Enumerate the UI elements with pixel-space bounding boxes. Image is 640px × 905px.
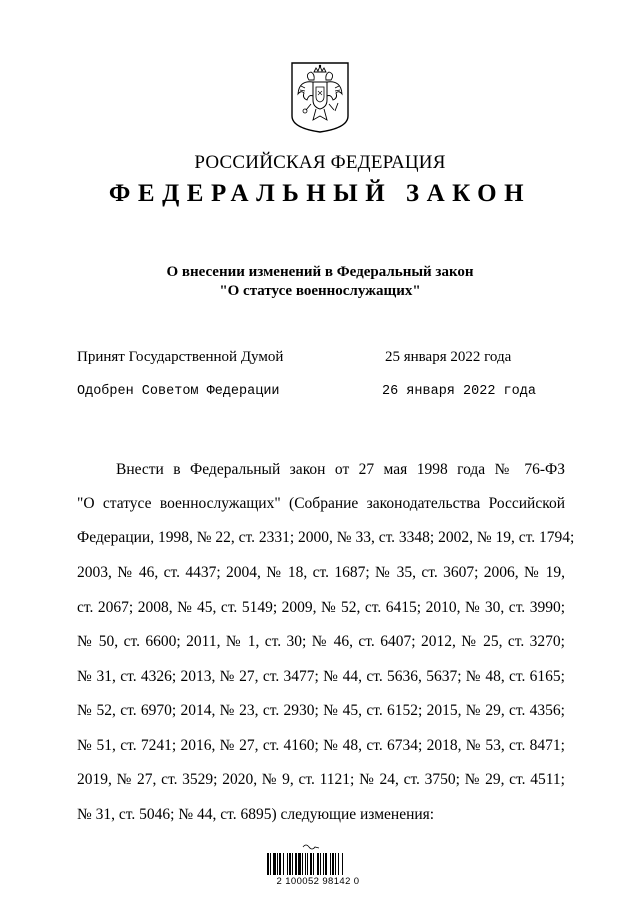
body-line-5: ст. 2067; 2008, № 45, ст. 5149; 2009, № 52, ст. 6415; 2010, № 30, ст. 3990; bbox=[77, 599, 565, 616]
body-line-1: Внести в Федеральный закон от 27 мая 1998 года № 76-ФЗ bbox=[116, 461, 565, 478]
body-line-7: № 31, ст. 4326; 2013, № 27, ст. 3477; № 44, ст. 5636, 5637; № 48, ст. 6165; bbox=[77, 668, 565, 685]
adopted-by-duma-label: Принят Государственной Думой bbox=[77, 349, 284, 365]
coat-of-arms-emblem bbox=[289, 60, 351, 134]
body-line-10: 2019, № 27, ст. 3529; 2020, № 9, ст. 1121; № 24, ст. 3750; № 29, ст. 4511; bbox=[77, 771, 565, 788]
country-name: РОССИЙСКАЯ ФЕДЕРАЦИЯ bbox=[194, 152, 446, 173]
approved-by-council-label: Одобрен Советом Федерации bbox=[77, 384, 280, 399]
body-line-8: № 52, ст. 6970; 2014, № 23, ст. 2930; № 45, ст. 6152; 2015, № 29, ст. 4356; bbox=[77, 702, 565, 719]
adopted-by-duma-date: 25 января 2022 года bbox=[385, 349, 512, 365]
body-line-2: "О статусе военнослужащих" (Собрание законодательства Российской bbox=[77, 495, 565, 512]
approved-by-council-date: 26 января 2022 года bbox=[382, 384, 536, 399]
barcode-number: 2 100052 98142 0 bbox=[276, 876, 360, 887]
subject-line-1: О внесении изменений в Федеральный закон bbox=[166, 264, 474, 280]
document-type-title: ФЕДЕРАЛЬНЫЙ ЗАКОН bbox=[108, 180, 532, 207]
body-line-9: № 51, ст. 7241; 2016, № 27, ст. 4160; № 48, ст. 6734; 2018, № 53, ст. 8471; bbox=[77, 737, 565, 754]
body-line-4: 2003, № 46, ст. 4437; 2004, № 18, ст. 1687; № 35, ст. 3607; 2006, № 19, bbox=[77, 564, 565, 581]
body-line-6: № 50, ст. 6600; 2011, № 1, ст. 30; № 46, ст. 6407; 2012, № 25, ст. 3270; bbox=[77, 633, 565, 650]
law-subject bbox=[0, 263, 640, 301]
subject-line-2: "О статусе военнослужащих" bbox=[219, 283, 421, 299]
body-line-11: № 31, ст. 5046; № 44, ст. 6895) следующие изменения: bbox=[77, 806, 435, 823]
body-line-3: Федерации, 1998, № 22, ст. 2331; 2000, № 33, ст. 3348; 2002, № 19, ст. 1794; bbox=[77, 529, 575, 546]
